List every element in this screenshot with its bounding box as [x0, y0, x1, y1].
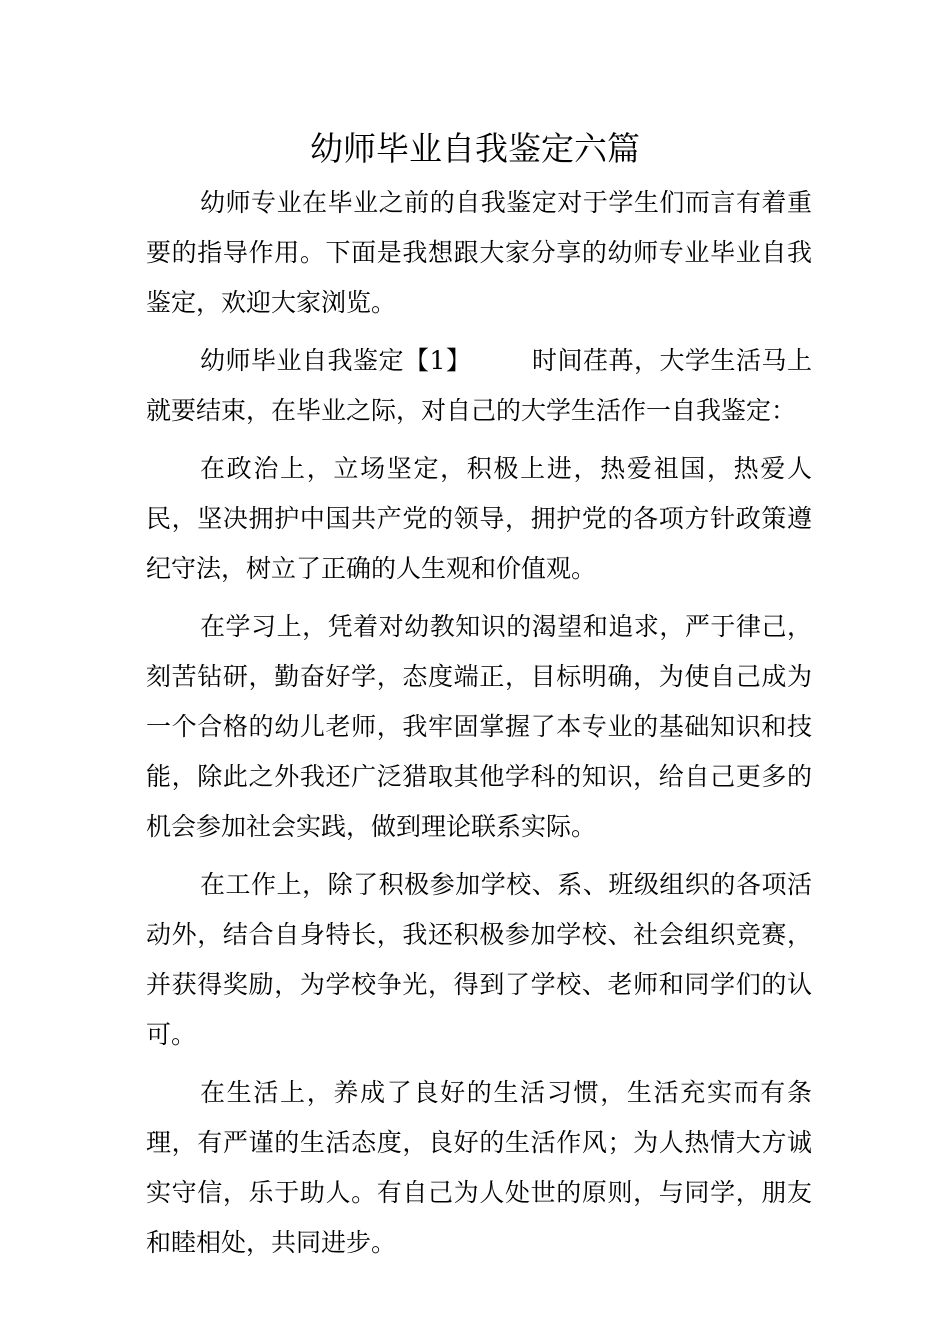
- document-body: [146, 178, 812, 1276]
- section-lead: 时间荏苒，大学生活马上就要结束，在毕业之际，对自己的大学生活作一自我鉴定：: [146, 346, 812, 425]
- politics-paragraph: 在政治上，立场坚定，积极上进，热爱祖国，热爱人民，坚决拥护中国共产党的领导，拥护党的各项方针政策遵纪守法，树立了正确的人生观和价值观。: [146, 454, 812, 583]
- intro-paragraph: 幼师专业在毕业之前的自我鉴定对于学生们而言有着重要的指导作用。下面是我想跟大家分享的幼师专业毕业自我鉴定，欢迎大家浏览。: [146, 188, 812, 317]
- section-1-paragraph: [146, 336, 812, 436]
- section-heading: 幼师毕业自我鉴定【1】: [200, 346, 472, 375]
- study-paragraph: 在学习上，凭着对幼教知识的渴望和追求，严于律己，刻苦钻研，勤奋好学，态度端正，目标明确，为使自己成为一个合格的幼儿老师，我牢固掌握了本专业的基础知识和技能，除此之外我还广泛猎取其他学科的知识，给自己更多的机会参加社会实践，做到理论联系实际。: [146, 612, 812, 841]
- work-paragraph: 在工作上，除了积极参加学校、系、班级组织的各项活动外，结合自身特长，我还积极参加学校、社会组织竞赛，并获得奖励，为学校争光，得到了学校、老师和同学们的认可。: [146, 870, 812, 1049]
- life-paragraph: 在生活上，养成了良好的生活习惯，生活充实而有条理，有严谨的生活态度，良好的生活作风；为人热情大方诚实守信，乐于助人。有自己为人处世的原则，与同学，朋友和睦相处，共同进步。: [146, 1078, 812, 1257]
- document-title: 幼师毕业自我鉴定六篇: [310, 129, 640, 168]
